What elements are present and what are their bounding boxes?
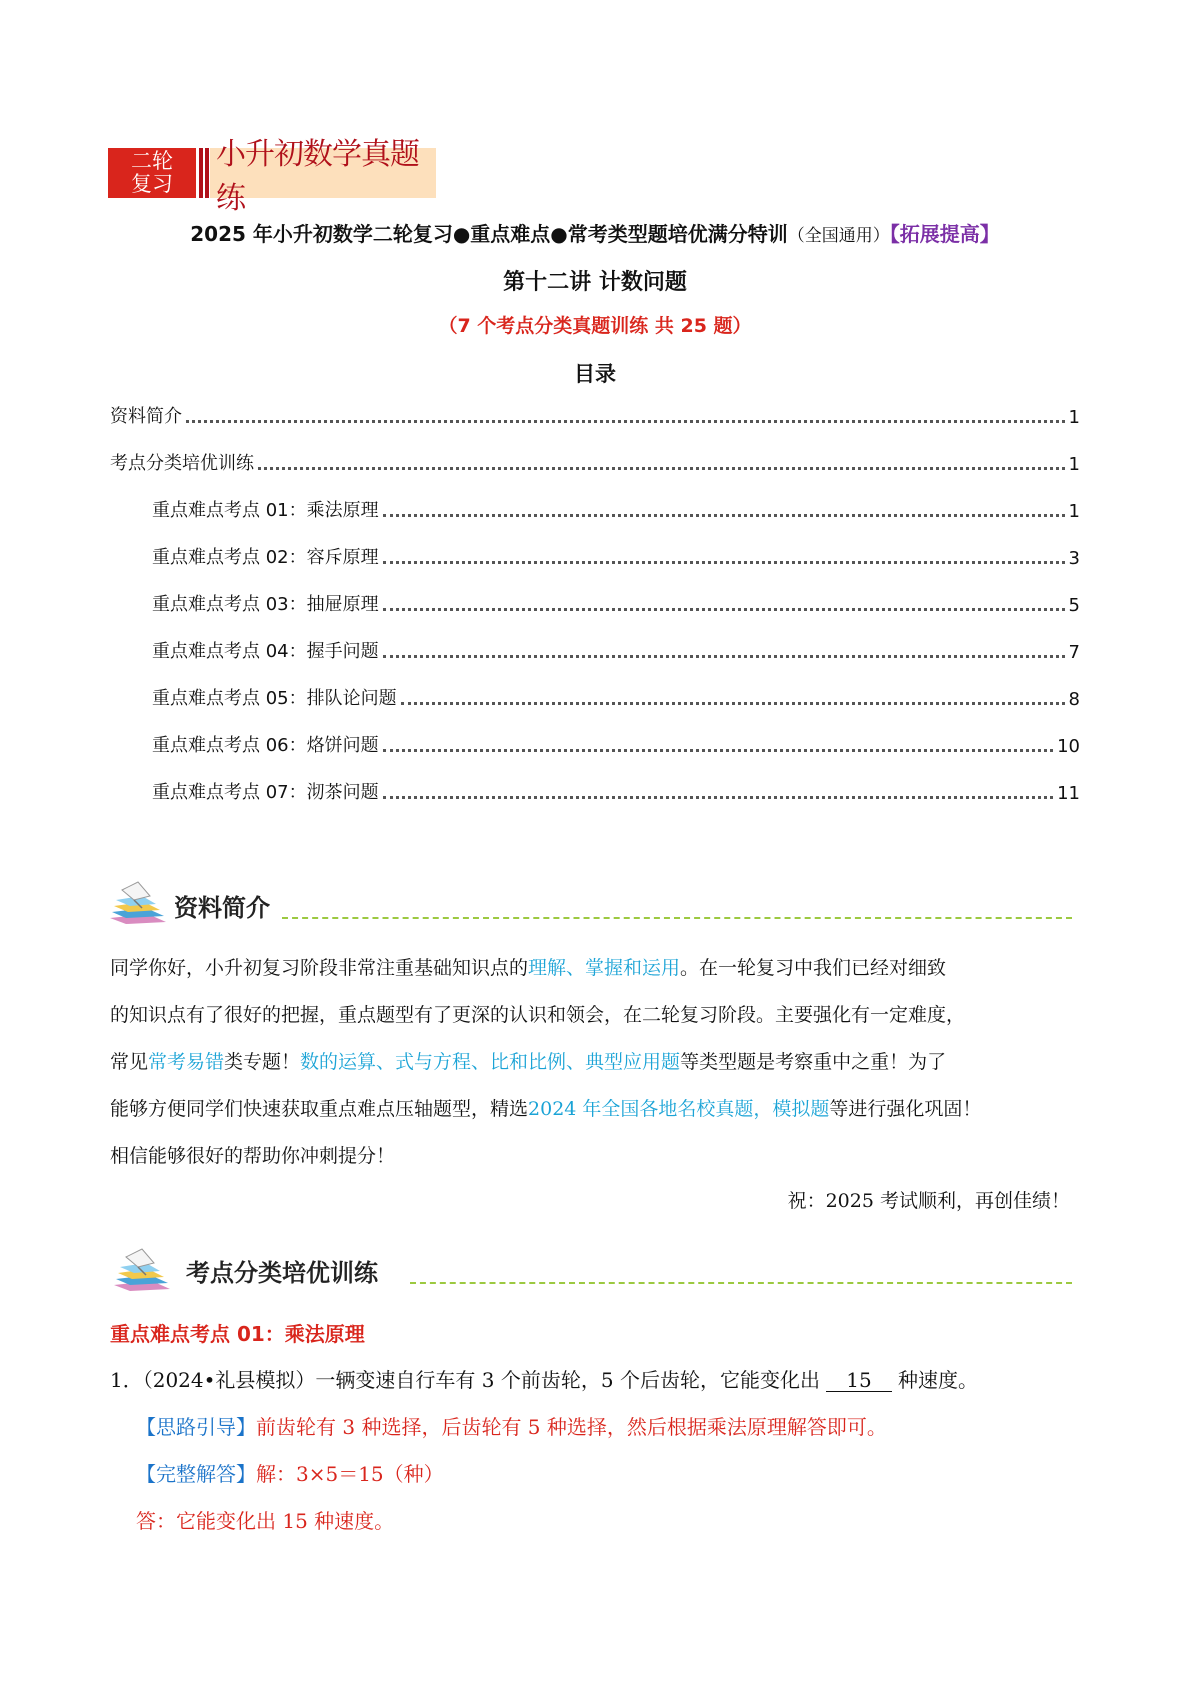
toc-item[interactable]: 重点难点考点 05：排队论问题 8 [152, 688, 1080, 710]
series-badge [108, 137, 436, 216]
intro-paragraph: 同学你好，小升初复习阶段非常注重基础知识点的理解、掌握和运用。在一轮复习中我们已经对细致 的知识点有了很好的把握，重点题型有了更深的认识和领会，在二轮复习阶段。主要强化有一定难度， 常见常考易错类专题！数的运算、式与方程、比和比例、典型应用题等类型题是考察重中之重！为了 能够方便同学们快速获取重点难点压轴题型，精选2024 年全国各地名校真题，模拟题等进行强化巩固！ 相信能够很好的帮助你冲刺提分！ [110, 957, 982, 1167]
toc-heading: 目录 [574, 362, 616, 386]
badge-divider [196, 148, 210, 198]
section-title-training: 考点分类培优训练 [186, 1259, 378, 1287]
knowledge-point-heading: 重点难点考点 01：乘法原理 [110, 1322, 365, 1346]
toc-item[interactable]: 重点难点考点 06：烙饼问题 10 [152, 735, 1080, 757]
toc-item[interactable]: 重点难点考点 07：沏茶问题 11 [152, 782, 1080, 804]
toc-item[interactable]: 重点难点考点 02：容斥原理 3 [152, 547, 1080, 569]
toc-item[interactable]: 重点难点考点 04：握手问题 7 [152, 641, 1080, 663]
section-divider [282, 917, 1072, 919]
main-title: 2025 年小升初数学二轮复习●重点难点●常考类型题培优满分特训（全国通用）【拓展提高】 [190, 222, 1000, 246]
lecture-subtitle: （7 个考点分类真题训练 共 25 题） [438, 315, 752, 337]
answer-blank: 15 [826, 1369, 892, 1392]
books-icon [108, 878, 168, 924]
toc-item[interactable]: 资料简介 1 [110, 406, 1080, 428]
toc-item[interactable]: 考点分类培优训练 1 [110, 453, 1080, 475]
books-icon [112, 1245, 172, 1291]
toc-item[interactable]: 重点难点考点 01：乘法原理 1 [152, 500, 1080, 522]
section-title-intro: 资料简介 [174, 894, 270, 922]
closing-wish: 祝：2025 考试顺利，再创佳绩！ [787, 1190, 1070, 1212]
toc-item[interactable]: 重点难点考点 03：抽屉原理 5 [152, 594, 1080, 616]
answer-line: 答：它能变化出 15 种速度。 [136, 1509, 395, 1533]
badge-stage: 二轮复习 [108, 148, 196, 198]
lecture-title: 第十二讲 计数问题 [503, 270, 687, 295]
badge-title: 小升初数学真题练 [210, 148, 436, 198]
hint-line: 【思路引导】前齿轮有 3 种选择，后齿轮有 5 种选择，然后根据乘法原理解答即可。 [136, 1415, 887, 1439]
solution-line: 【完整解答】解：3×5＝15（种） [136, 1462, 444, 1486]
section-divider [410, 1282, 1072, 1284]
question-1: 1．（2024•礼县模拟）一辆变速自行车有 3 个前齿轮，5 个后齿轮，它能变化出 15 种速度。 [110, 1368, 978, 1392]
